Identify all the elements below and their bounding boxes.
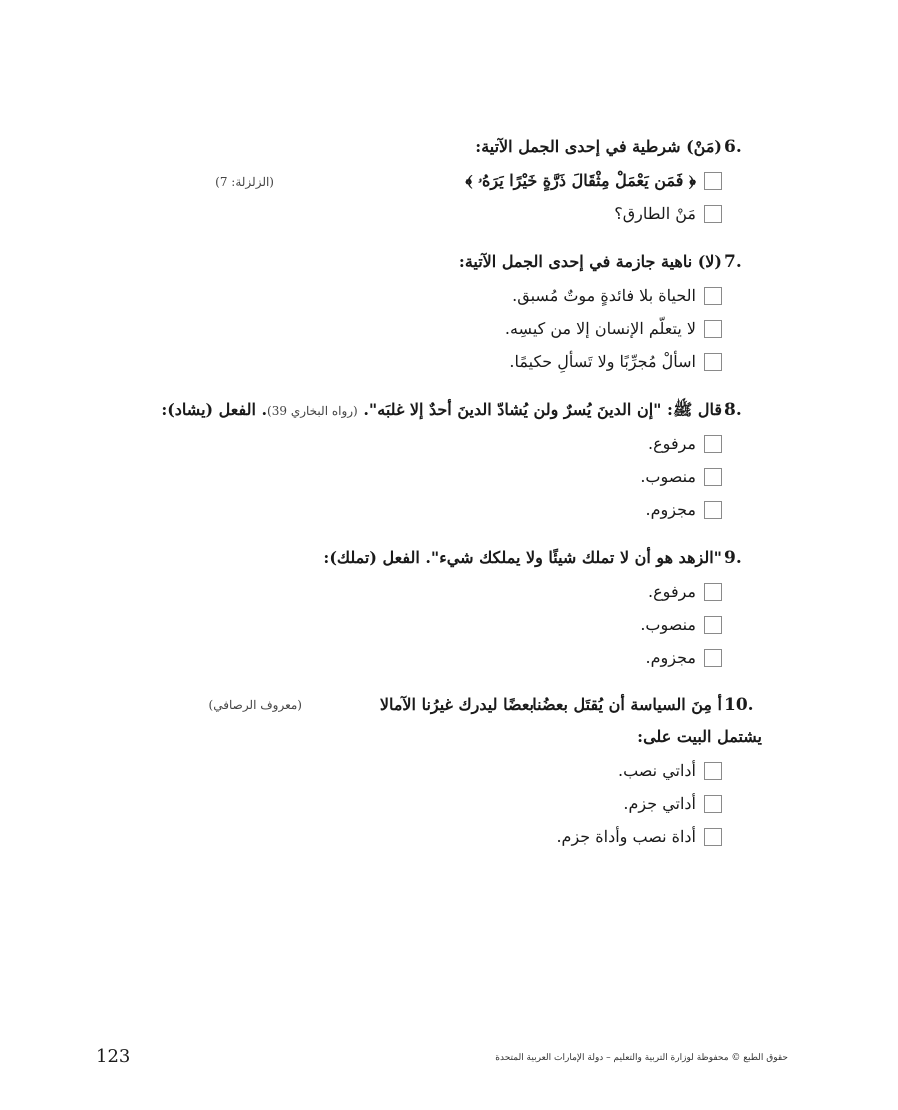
question-stem [161, 400, 722, 423]
question-stem: (لا) ناهية جازمة في إحدى الجمل الآتية: [458, 252, 722, 271]
quran-citation: (الزلزلة: 7) [215, 175, 274, 189]
option-label: أداتي نصب. [617, 761, 696, 780]
option-label: منصوب. [640, 467, 696, 486]
verse-first-hemistich: أ مِنَ السياسة أن يُقتَل بعضُنا [532, 695, 722, 714]
stem-question: . الفعل (يشاد): [161, 400, 268, 419]
option-a[interactable] [618, 761, 722, 780]
option-c[interactable] [646, 648, 722, 667]
option-a[interactable] [648, 582, 722, 601]
checkbox[interactable] [704, 501, 722, 519]
option-label: ﴿ فَمَن يَعْمَلْ مِثْقَالَ ذَرَّةٍ خَيْرًا يَرَهُۥ ﴾ [465, 171, 696, 190]
question-stem: يشتمل البيت على: [637, 727, 762, 746]
checkbox[interactable] [704, 172, 722, 190]
option-label: مرفوع. [648, 582, 696, 601]
option-a[interactable] [465, 171, 722, 191]
option-b[interactable] [505, 319, 722, 338]
question-number: 6. [724, 137, 742, 157]
checkbox[interactable] [704, 287, 722, 305]
question-stem: "الزهد هو أن لا تملك شيئًا ولا يملكك شيء". الفعل (تملك): [323, 548, 722, 567]
hadith-citation: (رواه البخاري 39) [267, 404, 358, 418]
option-label: الحياة بلا فائدةٍ موتٌ مُسبق. [512, 286, 696, 305]
option-label: أداتي جزم. [623, 794, 696, 813]
question-number: 9. [724, 548, 742, 568]
checkbox[interactable] [704, 616, 722, 634]
checkbox[interactable] [704, 435, 722, 453]
checkbox[interactable] [704, 762, 722, 780]
question-10 [122, 695, 762, 855]
checkbox[interactable] [704, 795, 722, 813]
checkbox[interactable] [704, 583, 722, 601]
option-label: مجزوم. [645, 500, 696, 519]
option-label: اسألْ مُجرِّبًا ولا تَسألِ حكيمًا. [509, 352, 696, 371]
option-c[interactable] [509, 352, 722, 371]
option-c[interactable] [646, 500, 722, 519]
question-9 [122, 548, 762, 673]
page-number: 123 [96, 1046, 131, 1067]
option-a[interactable] [512, 286, 722, 305]
copyright-notice: حقوق الطبع © محفوظة لوزارة التربية والتعليم – دولة الإمارات العربية المتحدة [495, 1053, 788, 1063]
checkbox[interactable] [704, 320, 722, 338]
poet-citation: (معروف الرصافي) [208, 698, 302, 712]
checkbox[interactable] [704, 205, 722, 223]
option-b[interactable] [640, 467, 722, 486]
checkbox[interactable] [704, 828, 722, 846]
option-label: مجزوم. [645, 648, 696, 667]
question-7 [122, 252, 762, 377]
question-8 [122, 400, 762, 525]
option-a[interactable] [648, 434, 722, 453]
checkbox[interactable] [704, 468, 722, 486]
question-stem: (مَنْ) شرطية في إحدى الجمل الآتية: [475, 137, 722, 156]
option-c[interactable] [556, 827, 722, 846]
option-b[interactable] [623, 794, 722, 813]
option-label: مرفوع. [648, 434, 696, 453]
checkbox[interactable] [704, 353, 722, 371]
question-number: 8. [724, 400, 742, 420]
question-number: 10. [724, 695, 754, 715]
option-label: منصوب. [640, 615, 696, 634]
question-number: 7. [724, 252, 742, 272]
option-b[interactable] [614, 204, 722, 223]
option-label: أداة نصب وأداة جزم. [556, 827, 696, 846]
verse-second-hemistich: بعضًا ليدرك غيرُنا الآمالا [379, 695, 534, 714]
option-b[interactable] [640, 615, 722, 634]
option-label: لا يتعلّم الإنسان إلا من كيسِه. [504, 319, 696, 338]
hadith-text: قال ﷺ: "إن الدينَ يُسرٌ ولن يُشادّ الدينَ أحدٌ إلا غلبَه". [363, 400, 722, 419]
question-6 [122, 137, 762, 227]
checkbox[interactable] [704, 649, 722, 667]
option-label: مَنْ الطارق؟ [614, 204, 696, 223]
